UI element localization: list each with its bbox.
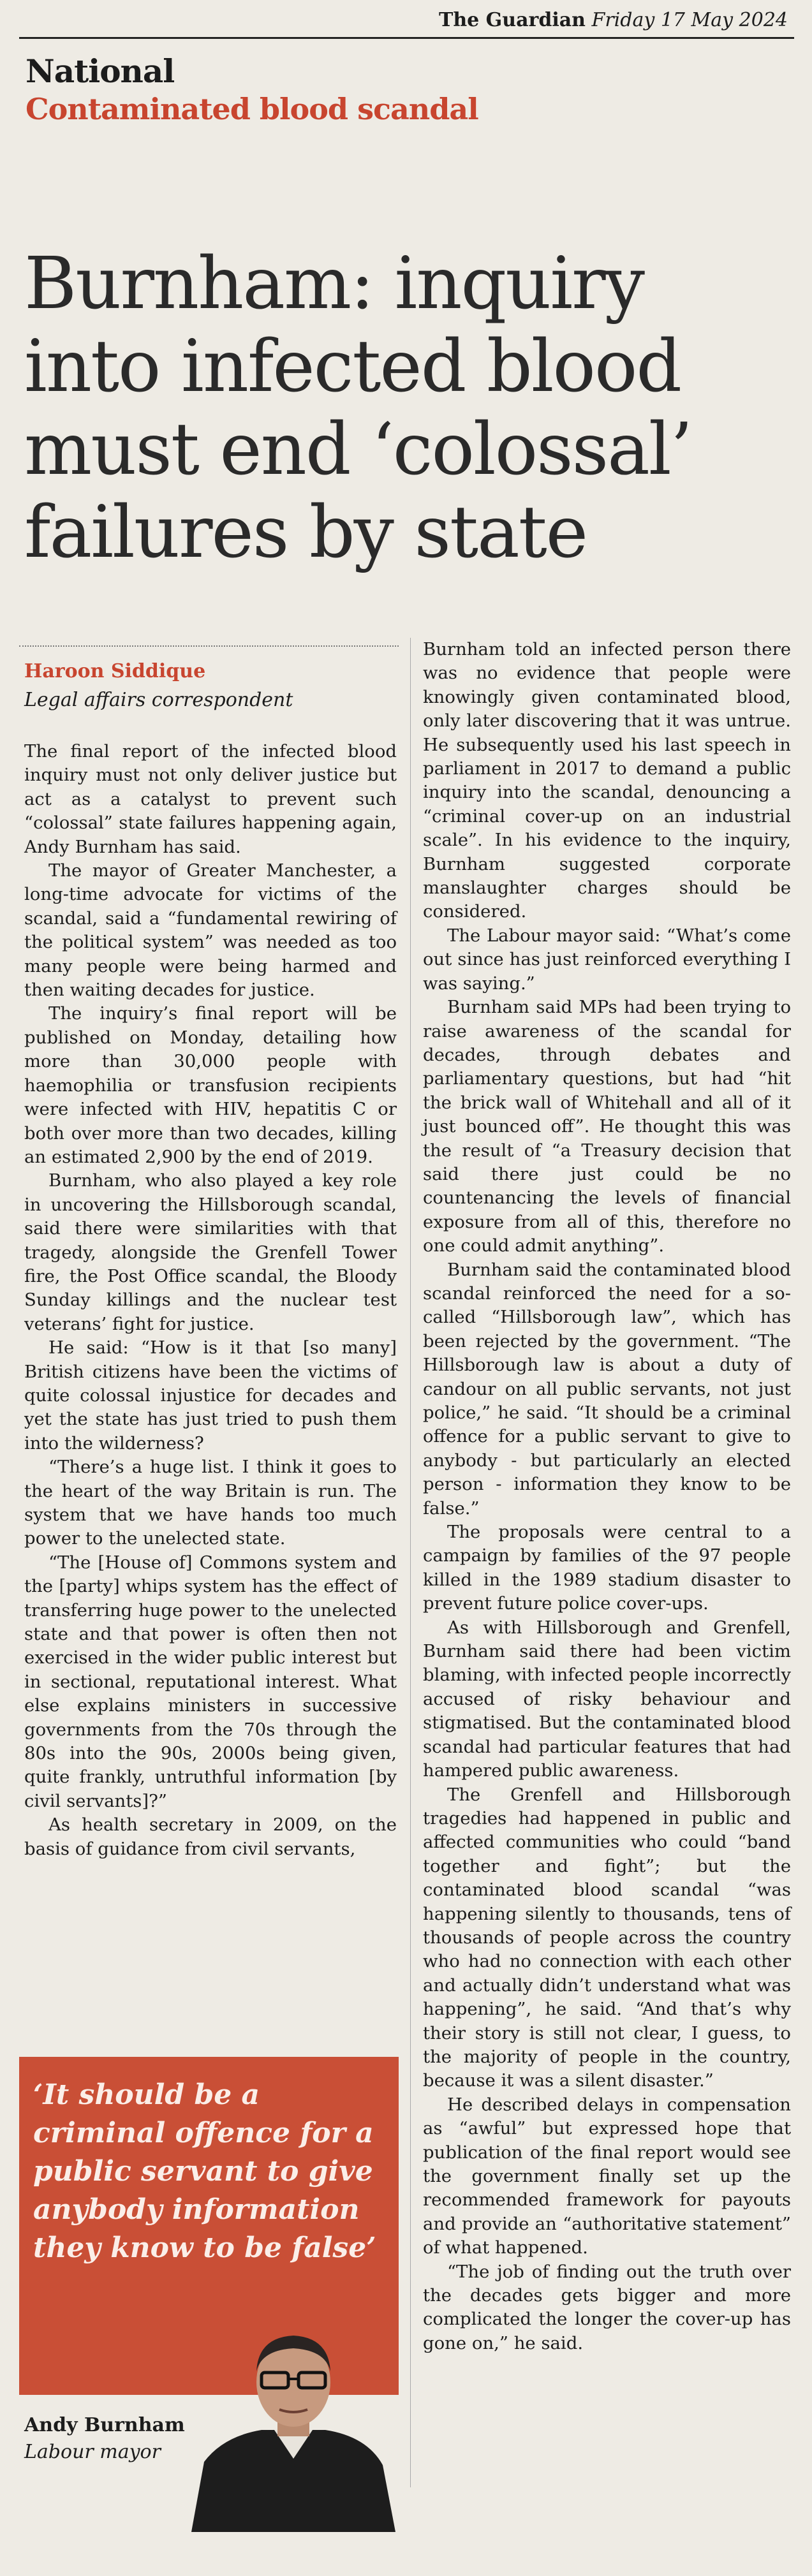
byline-role: Legal affairs correspondent: [24, 689, 293, 711]
paragraph: As health secretary in 2009, on the basis of guidance from civil servants,: [24, 1814, 397, 1859]
headline-line: into infected blood: [24, 325, 681, 409]
pull-quote: [33, 2076, 390, 2267]
subsection-label: Contaminated blood scandal: [26, 92, 478, 126]
headline-line: Burnham: inquiry: [24, 242, 644, 326]
paragraph: The inquiry’s final report will be published on Monday, detailing how more than 30,000 people with haemophilia or transfusion recipients were infected with HIV, hepatitis C or both over more than two decades, killing an estimated 2,900 by the end of 2019.: [24, 1003, 397, 1167]
section-label: National: [26, 52, 175, 90]
paragraph: “There’s a huge list. I think it goes to the heart of the way Britain is run. The system that we have hands too much power to the unelected state.: [24, 1457, 397, 1549]
pull-quote-line: criminal offence for a: [33, 2117, 374, 2149]
paragraph: “The job of finding out the truth over the decades gets bigger and more complicated the longer the cover-up has gone on,” he said.: [423, 2261, 791, 2353]
pull-quote-line: anybody information: [33, 2193, 360, 2226]
paragraph: He described delays in compensation as “awful” but expressed hope that publication of the final report would see the government finally set up the recommended framework for payouts and provide an “authoritative statement” of what happened.: [423, 2094, 791, 2258]
photo-caption-name: Andy Burnham: [24, 2414, 185, 2436]
pull-quote-line: public servant to give: [33, 2155, 373, 2188]
column-divider: [410, 638, 411, 2487]
paragraph: Burnham said MPs had been trying to raise awareness of the scandal for decades, through debates and parliamentary questions, but had “hit the brick wall of Whitehall and all of it just bounced off”. He thought this was the result of “a Treasury decision that said there just could be no countenancing the levels of financial exposure from all of this, therefore no one could admit anything”.: [423, 997, 791, 1256]
headline: [24, 242, 777, 574]
photo-caption-role: Labour mayor: [24, 2441, 161, 2463]
paragraph: The proposals were central to a campaign by families of the 97 people killed in the 1989 stadium disaster to prevent future police cover-ups.: [423, 1522, 791, 1614]
headline-line: must end ‘colossal’: [24, 408, 692, 492]
paragraph: The final report of the infected blood inquiry must not only deliver justice but act as a catalyst to prevent such “colossal” state failures happening again, Andy Burnham has said.: [24, 741, 397, 857]
pull-quote-line: ‘It should be a: [33, 2079, 260, 2111]
paragraph: The mayor of Greater Manchester, a long-time advocate for victims of the scandal, said a “fundamental rewiring of the political system” was needed as too many people were being harmed and then waiting decades for justice.: [24, 860, 397, 1001]
masthead: [439, 9, 788, 31]
portrait-photo: [185, 2322, 402, 2532]
article-column-1: [24, 740, 397, 1861]
paragraph: Burnham said the contaminated blood scandal reinforced the need for a so-called “Hillsborough law”, which has been rejected by the government. “The Hillsborough law is about a duty of candour on all public servants, not just police,” he said. “It should be a criminal offence for a public servant to give to anybody - but particularly an elected person - information they know to be false.”: [423, 1259, 791, 1519]
headline-line: failures by state: [24, 491, 587, 575]
byline-divider: [19, 645, 399, 647]
top-rule: [19, 37, 794, 39]
paragraph: “The [House of] Commons system and the [party] whips system has the effect of transferring huge power to the unelected state and that power is often then not exercised in the wider public interest but in sectional, reputational interest. What else explains ministers in successive governments from the 70s through the 80s into the 90s, 2000s being given, quite frankly, untruthful information [by civil servants]?”: [24, 1552, 397, 1811]
paragraph: The Labour mayor said: “What’s come out since has just reinforced everything I was saying.”: [423, 925, 791, 994]
article-column-2: [423, 638, 791, 2355]
paragraph: As with Hillsborough and Grenfell, Burnham said there had been victim blaming, with infected people incorrectly accused of risky behaviour and stigmatised. But the contaminated blood scandal had particular features that had hampered public awareness.: [423, 1617, 791, 1781]
paragraph: Burnham, who also played a key role in uncovering the Hillsborough scandal, said there were similarities with that tragedy, alongside the Grenfell Tower fire, the Post Office scandal, the Bloody Sunday killings and the nuclear test veterans’ fight for justice.: [24, 1170, 397, 1334]
paragraph: He said: “How is it that [so many] British citizens have been the victims of quite colossal injustice for decades and yet the state has just tried to push them into the wilderness?: [24, 1337, 397, 1454]
pull-quote-line: they know to be false’: [33, 2232, 376, 2264]
publication-date: Friday 17 May 2024: [591, 9, 788, 31]
paragraph: Burnham told an infected person there was no evidence that people were knowingly given contaminated blood, only later discovering that it was untrue. He subsequently used his last speech in parliament in 2017 to demand a public inquiry into the scandal, denouncing a “criminal cover-up on an industrial scale”. In his evidence to the inquiry, Burnham suggested corporate manslaughter charges should be considered.: [423, 639, 791, 922]
byline-name: Haroon Siddique: [24, 660, 206, 682]
publication-name: The Guardian: [439, 9, 586, 31]
paragraph: The Grenfell and Hillsborough tragedies had happened in public and affected communities who could “band together and fight”; but the contaminated blood scandal “was happening silently to thousands, tens of thousands of people across the country who had no connection with each other and actually didn’t understand what was happening”, he said. “And that’s why their story is still not clear, I guess, to the majority of people in the country, because it was a silent disaster.”: [423, 1784, 791, 2091]
